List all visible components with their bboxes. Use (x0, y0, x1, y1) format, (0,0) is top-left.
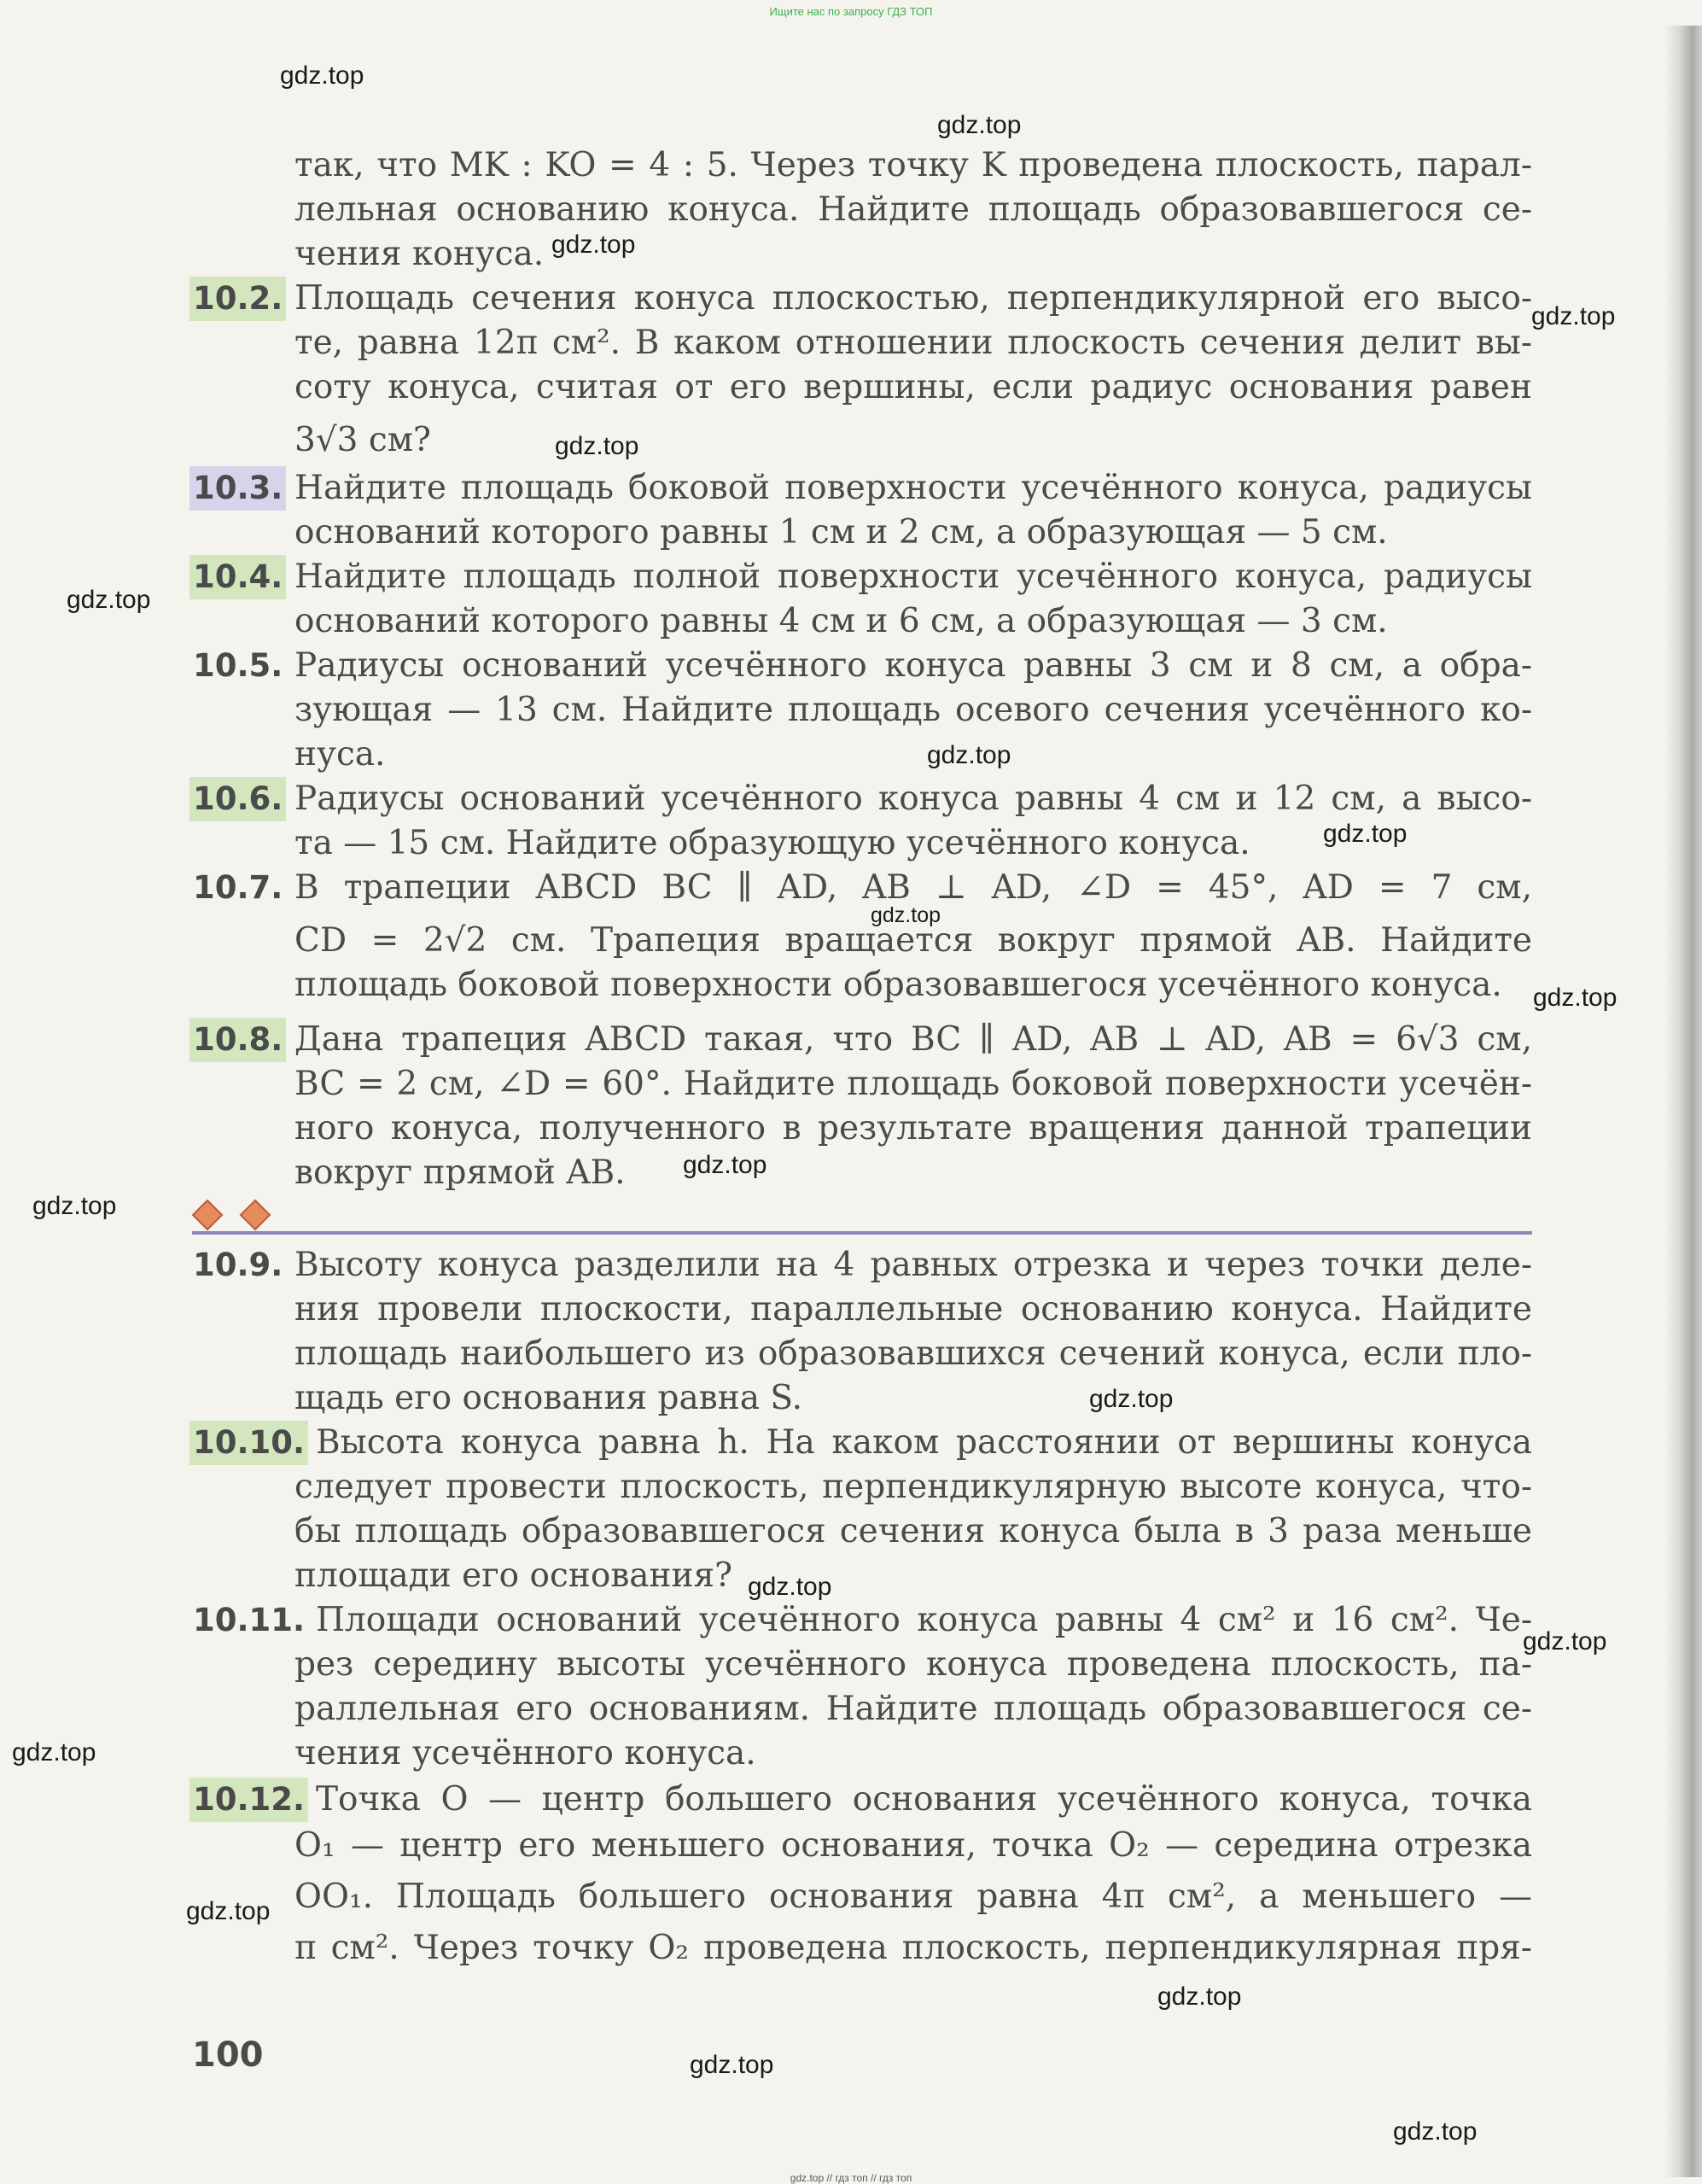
problem-line: ного конуса, полученного в результате вращения данной трапеции (294, 1109, 1532, 1147)
problem-line: нуса. (294, 735, 386, 774)
problem-line: CD = 2√2 см. Трапеция вращается вокруг прямой AB. Найдите (294, 921, 1532, 960)
problem-line: Площадь сечения конуса плоскостью, перпендикулярной его высо- (294, 279, 1532, 318)
problem-number: 10.6. (189, 777, 286, 821)
problem-line: щадь его основания равна S. (294, 1379, 803, 1417)
problem-number: 10.2. (189, 277, 286, 321)
difficulty-diamond-icon (240, 1200, 271, 1231)
difficulty-diamond-icon (192, 1200, 224, 1231)
problem-line: раллельная его основаниям. Найдите площадь образовавшегося се- (294, 1690, 1532, 1728)
problem-line: π см². Через точку O₂ проведена плоскость, перпендикулярная пря- (294, 1929, 1532, 1967)
problem-line: оснований которого равны 4 см и 6 см, а образующая — 3 см. (294, 602, 1388, 640)
watermark: gdz.top (690, 2051, 774, 2079)
watermark: gdz.top (1533, 984, 1617, 1012)
problem-number: 10.5. (193, 647, 283, 684)
problem-number: 10.4. (189, 555, 286, 599)
problem-line: площадь боковой поверхности образовавшегося усечённого конуса. (294, 966, 1502, 1004)
problem-number: 10.12. (189, 1778, 308, 1822)
watermark: gdz.top (1531, 302, 1616, 330)
problem-line: площади его основания? (294, 1556, 733, 1595)
page-binding-shadow (1664, 26, 1702, 2177)
problem-line: вокруг прямой AB. (294, 1153, 626, 1192)
problem-line: ния провели плоскости, параллельные основанию конуса. Найдите (294, 1290, 1532, 1329)
problem-number: 10.3. (189, 466, 286, 511)
problem-number: 10.8. (189, 1018, 286, 1062)
watermark: gdz.top (551, 231, 636, 259)
problem-line: зующая — 13 см. Найдите площадь осевого сечения усечённого ко- (294, 691, 1532, 729)
problem-line: Высоту конуса разделили на 4 равных отрезка и через точки деле- (294, 1246, 1532, 1284)
problem-number: 10.10. (189, 1421, 308, 1465)
header-note: Ищите нас по запросу ГДЗ ТОП (769, 5, 933, 18)
problem-line: та — 15 см. Найдите образующую усечённого конуса. (294, 824, 1250, 862)
watermark: gdz.top (1393, 2117, 1478, 2146)
problem-line: оснований которого равны 1 см и 2 см, а образующая — 5 см. (294, 513, 1388, 552)
problem-line: те, равна 12π см². В каком отношении плоскость сечения делит вы- (294, 324, 1532, 362)
problem-line: рез середину высоты усечённого конуса проведена плоскость, па- (294, 1645, 1532, 1684)
problem-number: 10.9. (193, 1247, 283, 1283)
problem-line: Найдите площадь полной поверхности усечённого конуса, радиусы (294, 558, 1532, 596)
watermark: gdz.top (937, 111, 1022, 139)
watermark: gdz.top (683, 1151, 767, 1179)
problem-line: OO₁. Площадь большего основания равна 4π см², а меньшего — (294, 1877, 1532, 1916)
watermark: gdz.top (1157, 1983, 1242, 2011)
watermark: gdz.top (12, 1738, 96, 1766)
watermark: gdz.top (280, 61, 364, 90)
problem-line: соту конуса, считая от его вершины, если радиус основания равен (294, 368, 1532, 406)
watermark: gdz.top (1523, 1627, 1607, 1656)
problem-line: чения усечённого конуса. (294, 1734, 756, 1772)
watermark: gdz.top (748, 1573, 832, 1601)
footer-note: gdz.top // гдз топ // гдз топ (790, 2172, 912, 2184)
problem-line: В трапеции ABCD BC ∥ AD, AB ⊥ AD, ∠D = 45°, AD = 7 см, (294, 868, 1532, 907)
watermark: gdz.top (1323, 820, 1408, 848)
problem-line: Точка O — центр большего основания усечённого конуса, точка (316, 1780, 1532, 1819)
problem-number: 10.11. (193, 1602, 306, 1638)
watermark: gdz.top (871, 903, 941, 927)
watermark: gdz.top (927, 741, 1011, 769)
problem-line: Дана трапеция ABCD такая, что BC ∥ AD, AB ⊥ AD, AB = 6√3 см, (294, 1020, 1532, 1059)
problem-line: так, что MK : KO = 4 : 5. Через точку K проведена плоскость, парал- (294, 146, 1532, 184)
problem-line: Найдите площадь боковой поверхности усечённого конуса, радиусы (294, 469, 1532, 507)
problem-line: Высота конуса равна h. На каком расстоянии от вершины конуса (316, 1423, 1532, 1462)
problem-line: 3√3 см? (294, 421, 431, 459)
problem-line: бы площадь образовавшегося сечения конуса была в 3 раза меньше (294, 1512, 1532, 1550)
problem-line: площадь наибольшего из образовавшихся сечений конуса, если пло- (294, 1334, 1532, 1373)
problem-line: Радиусы оснований усечённого конуса равны 4 см и 12 см, а высо- (294, 780, 1532, 818)
problem-number: 10.7. (193, 869, 283, 906)
watermark: gdz.top (555, 432, 639, 460)
problem-line: Площади оснований усечённого конуса равны 4 см² и 16 см². Че- (316, 1601, 1532, 1639)
problem-line: BC = 2 см, ∠D = 60°. Найдите площадь боковой поверхности усечён- (294, 1065, 1532, 1103)
problem-line: лельная основанию конуса. Найдите площадь образовавшегося се- (294, 190, 1532, 229)
page-number: 100 (192, 2035, 264, 2075)
watermark: gdz.top (1089, 1385, 1174, 1413)
section-divider (192, 1231, 1532, 1235)
watermark: gdz.top (186, 1897, 271, 1925)
watermark: gdz.top (32, 1192, 117, 1220)
problem-line: O₁ — центр его меньшего основания, точка O₂ — середина отрезка (294, 1826, 1532, 1865)
problem-line: Радиусы оснований усечённого конуса равны 3 см и 8 см, а обра- (294, 646, 1532, 685)
watermark: gdz.top (67, 586, 151, 614)
problem-line: чения конуса. (294, 235, 545, 273)
problem-line: следует провести плоскость, перпендикулярную высоте конуса, что- (294, 1468, 1532, 1506)
